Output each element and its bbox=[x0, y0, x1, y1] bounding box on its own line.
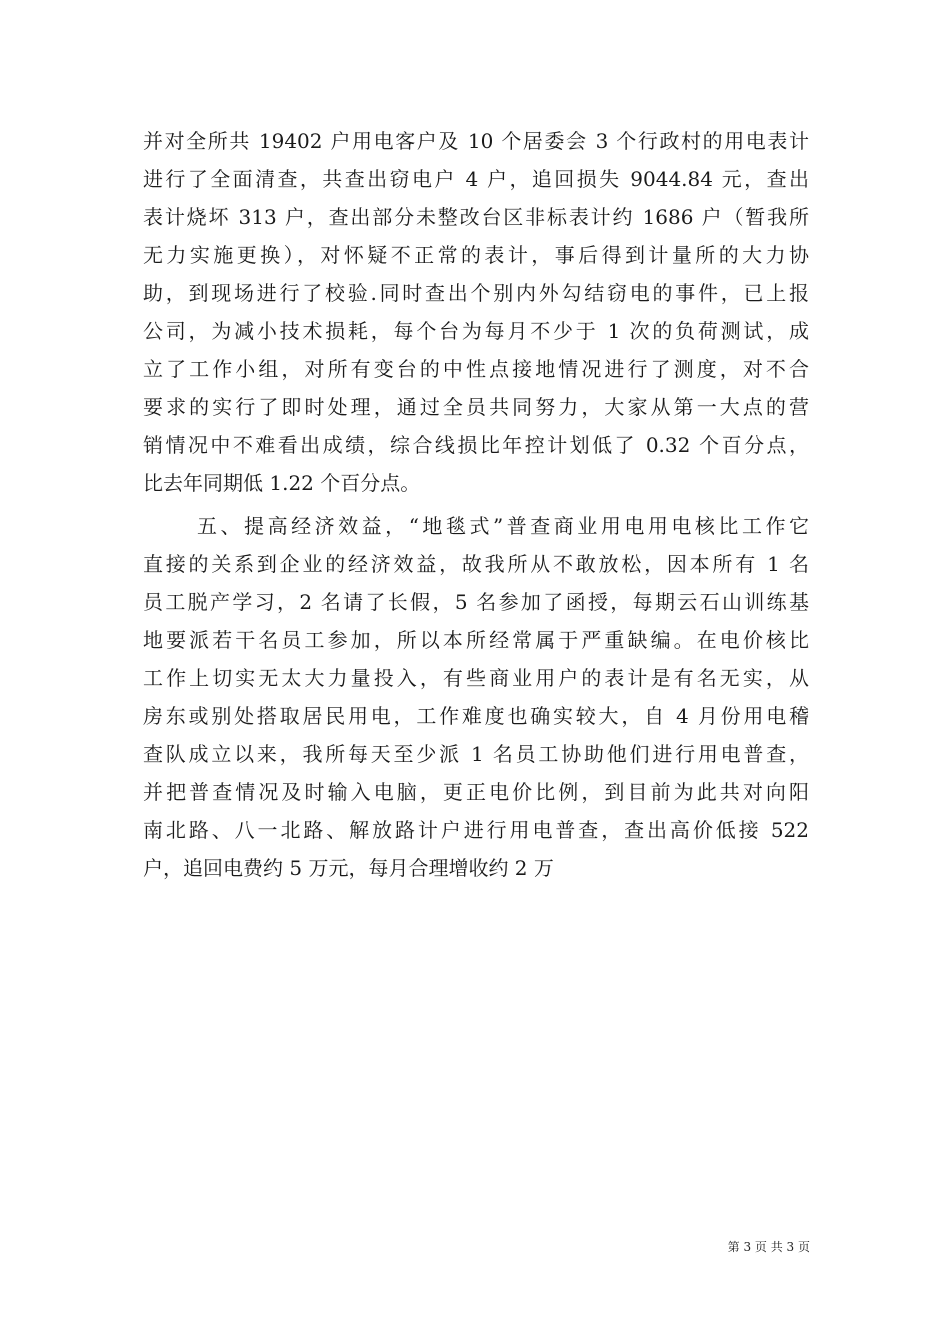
paragraph-1 bbox=[143, 122, 809, 502]
paragraph-1-line-10: 比去年同期低 1.22 个百分点。 bbox=[143, 471, 421, 495]
paragraph-2-line-10: 户，追回电费约 5 万元，每月合理增收约 2 万 bbox=[143, 856, 554, 880]
paragraph-2-line-6: 房东或别处搭取居民用电，工作难度也确实较大，自 4 月份用电稽 bbox=[143, 704, 809, 728]
paragraph-1-line-4: 无力实施更换），对怀疑不正常的表计，事后得到计量所的大力协 bbox=[143, 243, 809, 267]
paragraph-1-line-3: 表计烧坏 313 户，查出部分未整改台区非标表计约 1686 户（暂我所 bbox=[143, 205, 809, 229]
paragraph-2-line-5: 工作上切实无太大力量投入，有些商业用户的表计是有名无实，从 bbox=[143, 666, 809, 690]
paragraph-1-line-2: 进行了全面清查，共查出窃电户 4 户，追回损失 9044.84 元，查出 bbox=[143, 167, 809, 191]
document-body bbox=[143, 122, 809, 887]
paragraph-2-line-3: 员工脱产学习，2 名请了长假，5 名参加了函授，每期云石山训练基 bbox=[143, 590, 809, 614]
paragraph-1-line-5: 助，到现场进行了校验.同时查出个别内外勾结窃电的事件，已上报 bbox=[143, 281, 809, 305]
paragraph-1-line-9: 销情况中不难看出成绩，综合线损比年控计划低了 0.32 个百分点， bbox=[143, 433, 809, 457]
paragraph-2-line-9: 南北路、八一北路、解放路计户进行用电普查，查出高价低接 522 bbox=[143, 818, 809, 842]
paragraph-2 bbox=[143, 507, 809, 887]
paragraph-2-line-7: 查队成立以来，我所每天至少派 1 名员工协助他们进行用电普查， bbox=[143, 742, 809, 766]
paragraph-2-line-8: 并把普查情况及时输入电脑，更正电价比例，到目前为此共对向阳 bbox=[143, 780, 809, 804]
paragraph-1-line-7: 立了工作小组，对所有变台的中性点接地情况进行了测度，对不合 bbox=[143, 357, 809, 381]
paragraph-1-line-8: 要求的实行了即时处理，通过全员共同努力，大家从第一大点的营 bbox=[143, 395, 809, 419]
paragraph-1-line-1: 并对全所共 19402 户用电客户及 10 个居委会 3 个行政村的用电表计 bbox=[143, 129, 809, 153]
paragraph-1-line-6: 公司，为减小技术损耗，每个台为每月不少于 1 次的负荷测试，成 bbox=[143, 319, 809, 343]
page-number-footer: 第 3 页 共 3 页 bbox=[727, 1240, 810, 1254]
paragraph-2-line-4: 地要派若干名员工参加，所以本所经常属于严重缺编。在电价核比 bbox=[143, 628, 809, 652]
paragraph-2-line-1: 五、提高经济效益，“地毯式”普查商业用电用电核比工作它 bbox=[197, 514, 809, 538]
paragraph-2-line-2: 直接的关系到企业的经济效益，故我所从不敢放松，因本所有 1 名 bbox=[143, 552, 809, 576]
